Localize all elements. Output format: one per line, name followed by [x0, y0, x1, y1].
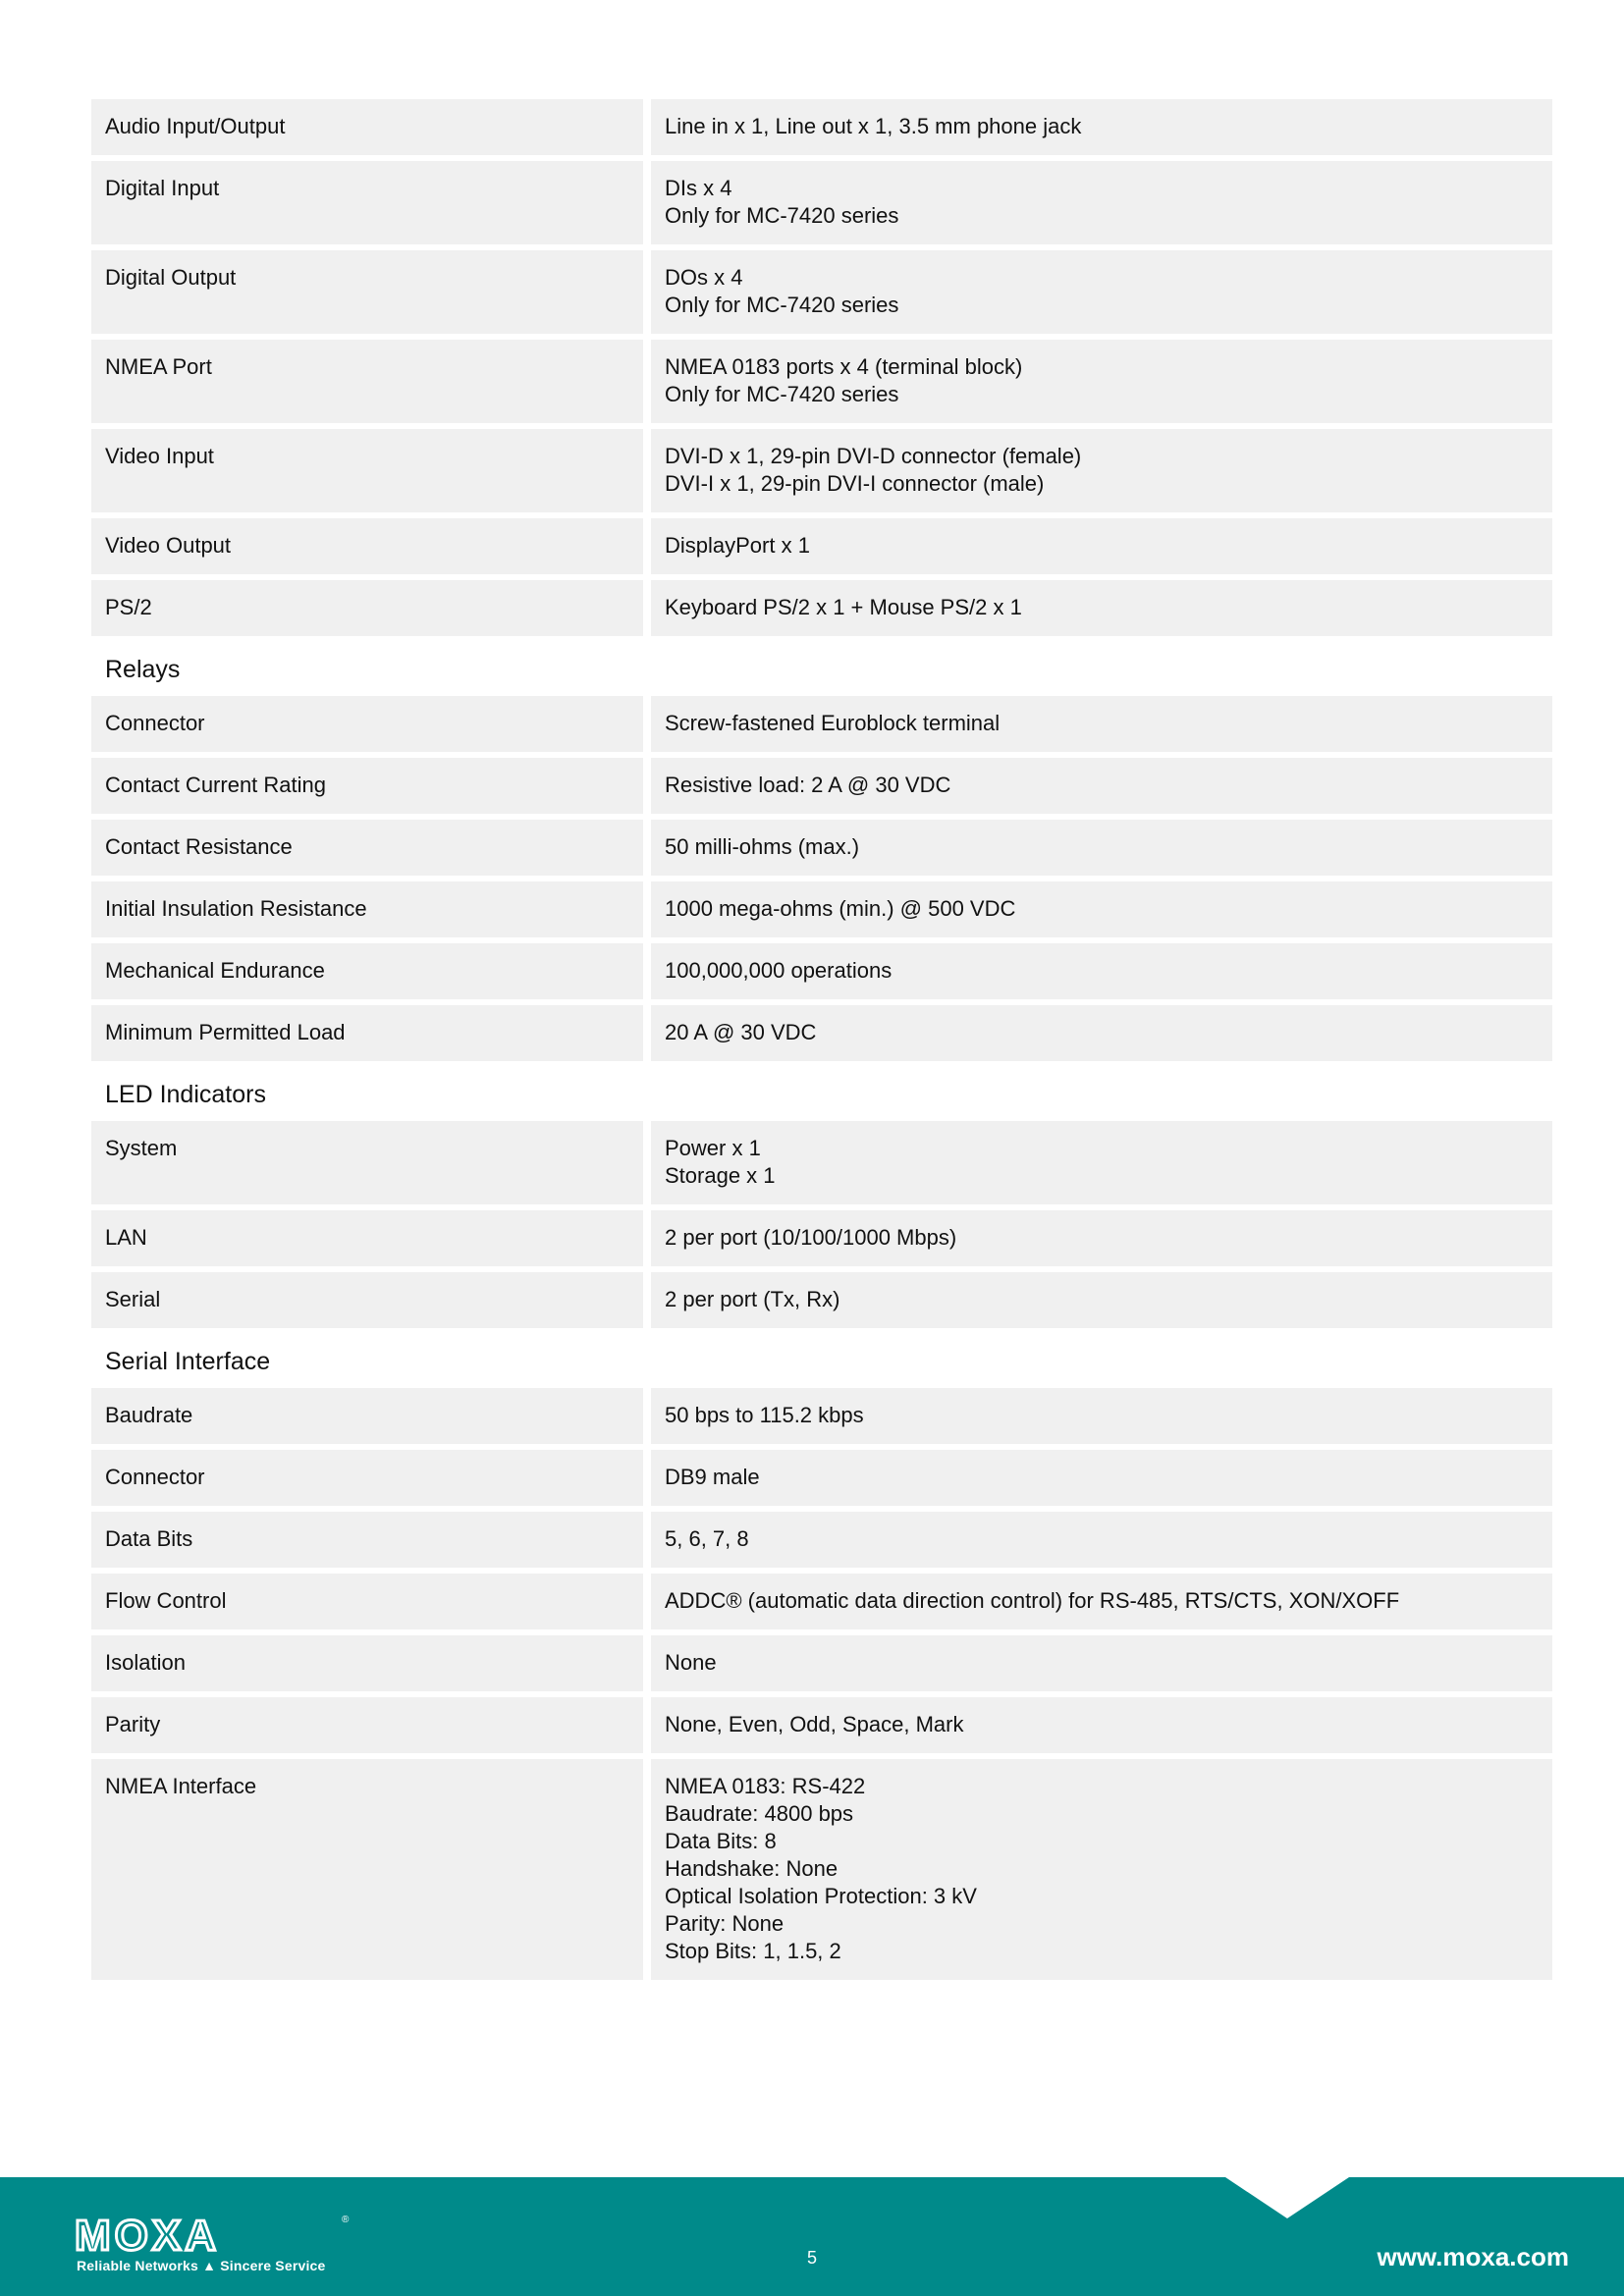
spec-value [651, 1272, 1552, 1328]
spec-row [91, 758, 1552, 814]
spec-value [651, 1005, 1552, 1061]
spec-row [91, 1210, 1552, 1266]
spec-label: Minimum Permitted Load [91, 1005, 643, 1061]
spec-value-line: DVI-D x 1, 29-pin DVI-D connector (female) [665, 444, 1082, 468]
spec-label: NMEA Interface [91, 1759, 643, 1980]
spec-value-line: Parity: None [665, 1911, 785, 1936]
spec-value [651, 1121, 1552, 1204]
spec-row [91, 1635, 1552, 1691]
spec-row [91, 1759, 1552, 1980]
spec-value-line: 100,000,000 operations [665, 958, 893, 983]
spec-label: Connector [91, 696, 643, 752]
spec-row [91, 580, 1552, 636]
spec-value-line: None, Even, Odd, Space, Mark [665, 1712, 964, 1736]
spec-value-line: Resistive load: 2 A @ 30 VDC [665, 773, 951, 797]
spec-value [651, 758, 1552, 814]
section-title: Serial Interface [105, 1348, 271, 1375]
spec-row [91, 820, 1552, 876]
spec-row [91, 1450, 1552, 1506]
spec-value-line: Optical Isolation Protection: 3 kV [665, 1884, 977, 1908]
spec-value [651, 943, 1552, 999]
website-link[interactable]: www.moxa.com [1377, 2242, 1569, 2271]
spec-value [651, 1635, 1552, 1691]
spec-label: Contact Current Rating [91, 758, 643, 814]
spec-label: PS/2 [91, 580, 643, 636]
spec-label: Contact Resistance [91, 820, 643, 876]
spec-value-line: Only for MC-7420 series [665, 293, 899, 317]
spec-row [91, 99, 1552, 155]
spec-value-line: Storage x 1 [665, 1163, 776, 1188]
spec-value-line: 1000 mega-ohms (min.) @ 500 VDC [665, 896, 1016, 921]
spec-value-line: None [665, 1650, 717, 1675]
spec-value [651, 696, 1552, 752]
spec-value-line: Keyboard PS/2 x 1 + Mouse PS/2 x 1 [665, 595, 1022, 619]
spec-value-line: DVI-I x 1, 29-pin DVI-I connector (male) [665, 471, 1045, 496]
spec-value [651, 1450, 1552, 1506]
spec-row [91, 1121, 1552, 1204]
spec-row [91, 1512, 1552, 1568]
spec-value [651, 340, 1552, 423]
spec-row [91, 250, 1552, 334]
spec-value-line: Stop Bits: 1, 1.5, 2 [665, 1939, 841, 1963]
spec-value-line: 2 per port (10/100/1000 Mbps) [665, 1225, 957, 1250]
spec-label: Flow Control [91, 1574, 643, 1629]
spec-label: Data Bits [91, 1512, 643, 1568]
spec-value-line: DIs x 4 [665, 176, 732, 200]
page-number: 5 [806, 2248, 817, 2268]
spec-value [651, 881, 1552, 937]
spec-value-line: DB9 male [665, 1465, 760, 1489]
spec-label: Digital Output [91, 250, 643, 334]
spec-value-line: Data Bits: 8 [665, 1829, 777, 1853]
spec-label: Video Output [91, 518, 643, 574]
spec-value [651, 1759, 1552, 1980]
spec-value-line: Only for MC-7420 series [665, 382, 899, 406]
spec-row [91, 696, 1552, 752]
spec-table [91, 99, 1552, 1986]
spec-value-line: NMEA 0183: RS-422 [665, 1774, 866, 1798]
page-footer [0, 2177, 1624, 2296]
spec-label: Connector [91, 1450, 643, 1506]
spec-value [651, 1512, 1552, 1568]
section-title: Relays [105, 656, 181, 683]
spec-row [91, 943, 1552, 999]
spec-label: Baudrate [91, 1388, 643, 1444]
spec-row [91, 1697, 1552, 1753]
spec-value-line: Handshake: None [665, 1856, 839, 1881]
spec-label: Initial Insulation Resistance [91, 881, 643, 937]
spec-value-line: Only for MC-7420 series [665, 203, 899, 228]
spec-row [91, 340, 1552, 423]
spec-value-line: 20 A @ 30 VDC [665, 1020, 817, 1044]
spec-row [91, 1272, 1552, 1328]
svg-text:MOXA: MOXA [75, 2213, 220, 2260]
spec-value [651, 580, 1552, 636]
spec-row [91, 1005, 1552, 1061]
spec-value [651, 518, 1552, 574]
spec-row [91, 881, 1552, 937]
spec-label: Parity [91, 1697, 643, 1753]
spec-label: Isolation [91, 1635, 643, 1691]
spec-value [651, 820, 1552, 876]
spec-label: Mechanical Endurance [91, 943, 643, 999]
spec-value-line: Screw-fastened Euroblock terminal [665, 711, 1001, 735]
spec-row [91, 161, 1552, 244]
svg-text:®: ® [342, 2215, 350, 2225]
spec-row [91, 518, 1552, 574]
spec-value [651, 429, 1552, 512]
spec-row [91, 1388, 1552, 1444]
spec-value [651, 1388, 1552, 1444]
spec-value [651, 1574, 1552, 1629]
spec-value-line: Power x 1 [665, 1136, 761, 1160]
spec-value [651, 161, 1552, 244]
spec-label: System [91, 1121, 643, 1204]
spec-label: Video Input [91, 429, 643, 512]
spec-value [651, 1210, 1552, 1266]
spec-value-line: DOs x 4 [665, 265, 743, 290]
section-title: LED Indicators [105, 1081, 266, 1108]
spec-value-line: ADDC® (automatic data direction control) for RS-485, RTS/CTS, XON/XOFF [665, 1588, 1400, 1613]
spec-value-line: Baudrate: 4800 bps [665, 1801, 854, 1826]
spec-row [91, 429, 1552, 512]
spec-value-line: NMEA 0183 ports x 4 (terminal block) [665, 354, 1023, 379]
spec-label: LAN [91, 1210, 643, 1266]
spec-row [91, 1574, 1552, 1629]
logo-tagline: Reliable Networks ▲ Sincere Service [77, 2258, 326, 2273]
spec-value-line: DisplayPort x 1 [665, 533, 810, 558]
spec-value [651, 250, 1552, 334]
spec-label: Serial [91, 1272, 643, 1328]
spec-value-line: Line in x 1, Line out x 1, 3.5 mm phone jack [665, 114, 1082, 138]
spec-label: Audio Input/Output [91, 99, 643, 155]
spec-value-line: 50 milli-ohms (max.) [665, 834, 860, 859]
spec-label: NMEA Port [91, 340, 643, 423]
spec-value [651, 99, 1552, 155]
spec-value [651, 1697, 1552, 1753]
spec-value-line: 50 bps to 115.2 kbps [665, 1403, 864, 1427]
spec-value-line: 2 per port (Tx, Rx) [665, 1287, 840, 1311]
spec-label: Digital Input [91, 161, 643, 244]
spec-value-line: 5, 6, 7, 8 [665, 1526, 749, 1551]
